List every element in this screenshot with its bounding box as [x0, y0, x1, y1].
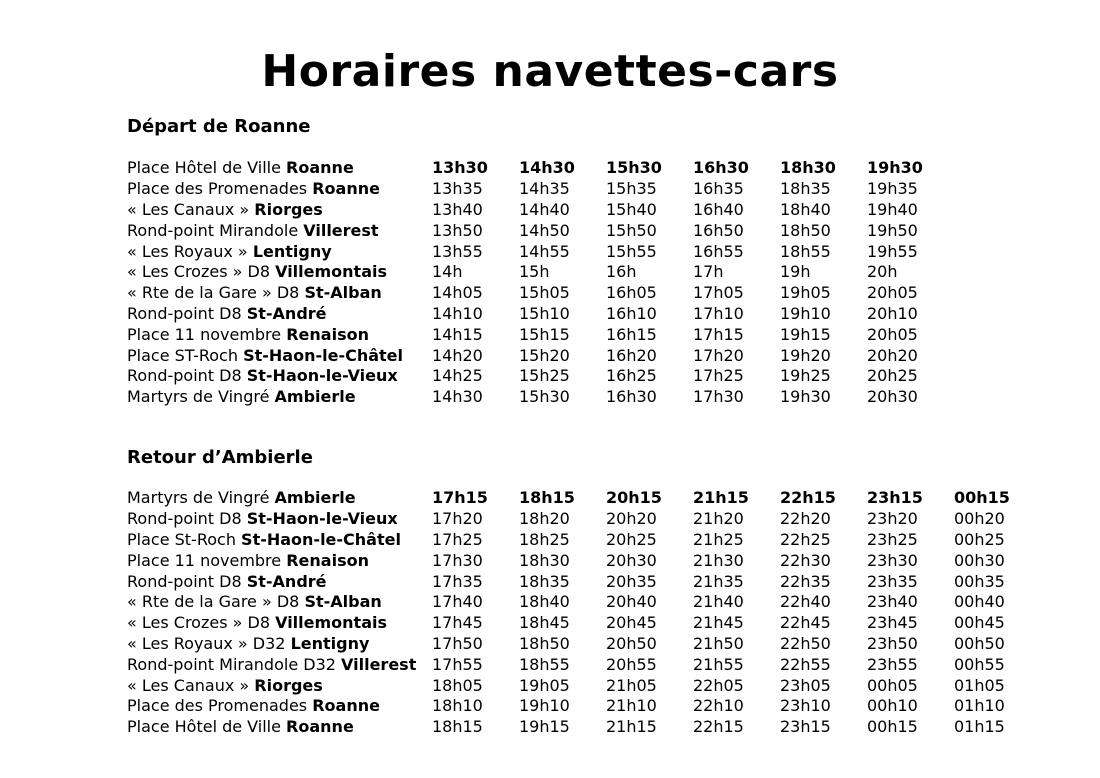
departure-time: 15h55	[606, 241, 657, 261]
departure-time: 17h20	[693, 345, 744, 365]
departure-time: 00h10	[867, 696, 918, 716]
departure-time: 23h05	[780, 675, 831, 695]
stop-cell	[127, 571, 432, 592]
departure-time: 21h10	[606, 696, 657, 716]
departure-time: 14h55	[519, 241, 570, 261]
stop-town: Lentigny	[252, 241, 332, 261]
stop-town: St-Haon-le-Vieux	[246, 509, 398, 529]
departure-time: 23h20	[867, 509, 918, 529]
departure-time: 16h	[606, 262, 637, 282]
departure-time: 18h15	[432, 717, 483, 737]
departure-time: 22h35	[780, 571, 831, 591]
departure-time: 23h50	[867, 633, 918, 653]
stop-town: Roanne	[312, 179, 380, 199]
stop-name: Place Hôtel de Ville	[127, 717, 287, 737]
schedule-row	[127, 387, 954, 408]
departure-time: 22h10	[693, 696, 744, 716]
departure-time: 19h15	[519, 717, 570, 737]
schedule-row	[127, 675, 1041, 696]
stop-name: « Les Canaux »	[127, 199, 255, 219]
departure-time: 20h	[867, 262, 898, 282]
departure-time: 17h35	[432, 571, 483, 591]
stop-cell	[127, 304, 432, 325]
departure-time: 15h20	[519, 345, 570, 365]
schedule-row	[127, 550, 1041, 571]
departure-time: 19h05	[519, 675, 570, 695]
stop-cell	[127, 613, 432, 634]
section-title-retour-ambierle: Retour d’Ambierle	[127, 447, 313, 468]
stop-town: Villerest	[341, 654, 417, 674]
stop-name: « Les Canaux »	[127, 675, 255, 695]
departure-time: 00h15	[867, 717, 918, 737]
departure-time: 15h35	[606, 179, 657, 199]
departure-time: 17h30	[693, 387, 744, 407]
stop-name: Place des Promenades	[127, 696, 313, 716]
departure-time: 23h15	[867, 488, 923, 508]
departure-time: 22h20	[780, 509, 831, 529]
stop-town: St-Alban	[304, 283, 382, 303]
departure-time: 15h05	[519, 283, 570, 303]
departure-time: 00h05	[867, 675, 918, 695]
departure-time: 18h15	[519, 488, 575, 508]
stop-cell	[127, 179, 432, 200]
stop-cell	[127, 550, 432, 571]
departure-time: 19h10	[780, 303, 831, 323]
departure-time: 01h10	[954, 696, 1005, 716]
departure-time: 14h40	[519, 199, 570, 219]
departure-time: 17h10	[693, 303, 744, 323]
departure-time: 17h30	[432, 550, 483, 570]
stop-town: Ambierle	[274, 387, 356, 407]
stop-name: « Les Crozes » D8	[127, 613, 276, 633]
stop-town: St-Alban	[304, 592, 382, 612]
departure-time: 18h40	[780, 199, 831, 219]
schedule-row	[127, 634, 1041, 655]
stop-town: St-André	[246, 571, 327, 591]
departure-time: 15h40	[606, 199, 657, 219]
departure-time: 13h35	[432, 179, 483, 199]
stop-name: Martyrs de Vingré	[127, 488, 275, 508]
departure-time: 16h30	[693, 158, 749, 178]
departure-time: 17h45	[432, 613, 483, 633]
departure-time: 18h35	[780, 179, 831, 199]
page-title: Horaires navettes-cars	[261, 46, 839, 97]
departure-time: 15h15	[519, 324, 570, 344]
departure-time: 19h40	[867, 199, 918, 219]
departure-time: 01h05	[954, 675, 1005, 695]
departure-time: 14h30	[519, 158, 575, 178]
departure-time: 20h20	[867, 345, 918, 365]
departure-time: 23h25	[867, 529, 918, 549]
section-title-depart-roanne: Départ de Roanne	[127, 116, 311, 137]
departure-time: 13h55	[432, 241, 483, 261]
departure-time: 17h55	[432, 654, 483, 674]
departure-time: 14h10	[432, 303, 483, 323]
departure-time: 23h45	[867, 613, 918, 633]
departure-time: 20h40	[606, 592, 657, 612]
stop-town: Villemontais	[275, 262, 388, 282]
departure-time: 15h	[519, 262, 550, 282]
departure-time: 00h55	[954, 654, 1005, 674]
departure-time: 15h25	[519, 366, 570, 386]
departure-time: 14h30	[432, 387, 483, 407]
departure-time: 00h30	[954, 550, 1005, 570]
departure-time: 13h40	[432, 199, 483, 219]
departure-time: 20h15	[606, 488, 662, 508]
stop-name: « Les Royaux »	[127, 241, 253, 261]
departure-time: 23h15	[780, 717, 831, 737]
stop-name: Place 11 novembre	[127, 324, 287, 344]
departure-time: 18h50	[519, 633, 570, 653]
departure-time: 13h30	[432, 158, 488, 178]
departure-time: 15h30	[606, 158, 662, 178]
departure-time: 21h35	[693, 571, 744, 591]
schedule-row	[127, 345, 954, 366]
departure-time: 19h30	[867, 158, 923, 178]
departure-time: 13h50	[432, 220, 483, 240]
departure-time: 15h30	[519, 387, 570, 407]
stop-name: « Rte de la Gare » D8	[127, 283, 305, 303]
departure-time: 21h50	[693, 633, 744, 653]
stop-cell	[127, 158, 432, 179]
departure-time: 18h40	[519, 592, 570, 612]
stop-town: Ambierle	[274, 488, 356, 508]
stop-cell	[127, 345, 432, 366]
stop-name: Place St-Roch	[127, 529, 242, 549]
schedule-row	[127, 241, 954, 262]
departure-time: 17h50	[432, 633, 483, 653]
schedule-row	[127, 654, 1041, 675]
stop-cell	[127, 592, 432, 613]
departure-time: 22h50	[780, 633, 831, 653]
departure-time: 20h35	[606, 571, 657, 591]
departure-time: 18h20	[519, 509, 570, 529]
departure-time: 16h15	[606, 324, 657, 344]
stop-name: « Les Royaux » D32	[127, 633, 291, 653]
departure-time: 16h10	[606, 303, 657, 323]
departure-time: 19h50	[867, 220, 918, 240]
schedule-row	[127, 366, 954, 387]
departure-time: 00h25	[954, 529, 1005, 549]
departure-time: 19h05	[780, 283, 831, 303]
departure-time: 14h20	[432, 345, 483, 365]
departure-time: 18h25	[519, 529, 570, 549]
departure-time: 20h30	[606, 550, 657, 570]
departure-time: 14h25	[432, 366, 483, 386]
schedule-row	[127, 220, 954, 241]
departure-time: 21h25	[693, 529, 744, 549]
departure-time: 00h45	[954, 613, 1005, 633]
departure-time: 16h05	[606, 283, 657, 303]
departure-time: 14h50	[519, 220, 570, 240]
departure-time: 21h45	[693, 613, 744, 633]
departure-time: 15h50	[606, 220, 657, 240]
stop-cell	[127, 509, 432, 530]
departure-time: 14h35	[519, 179, 570, 199]
stop-name: « Rte de la Gare » D8	[127, 592, 305, 612]
schedule-row	[127, 304, 954, 325]
departure-time: 20h10	[867, 303, 918, 323]
departure-time: 22h25	[780, 529, 831, 549]
stop-name: Place des Promenades	[127, 179, 313, 199]
schedule-row	[127, 283, 954, 304]
departure-time: 19h35	[867, 179, 918, 199]
stop-cell	[127, 654, 432, 675]
departure-time: 20h45	[606, 613, 657, 633]
departure-time: 18h50	[780, 220, 831, 240]
stop-town: Villemontais	[275, 613, 388, 633]
departure-time: 21h30	[693, 550, 744, 570]
departure-time: 22h15	[780, 488, 836, 508]
stop-name: Rond-point D8	[127, 366, 247, 386]
departure-time: 14h15	[432, 324, 483, 344]
stop-cell	[127, 387, 432, 408]
departure-time: 19h15	[780, 324, 831, 344]
departure-time: 20h25	[867, 366, 918, 386]
stop-cell	[127, 530, 432, 551]
departure-time: 18h05	[432, 675, 483, 695]
departure-time: 17h40	[432, 592, 483, 612]
stop-cell	[127, 283, 432, 304]
departure-time: 19h10	[519, 696, 570, 716]
stop-cell	[127, 675, 432, 696]
stop-cell	[127, 200, 432, 221]
schedule-row	[127, 179, 954, 200]
departure-time: 23h55	[867, 654, 918, 674]
departure-time: 20h25	[606, 529, 657, 549]
stop-town: Roanne	[286, 158, 354, 178]
schedule-row	[127, 592, 1041, 613]
stop-town: St-André	[246, 303, 327, 323]
departure-time: 00h15	[954, 488, 1010, 508]
departure-time: 23h35	[867, 571, 918, 591]
departure-time: 17h20	[432, 509, 483, 529]
schedule-table-retour-ambierle	[127, 488, 1041, 738]
departure-time: 20h05	[867, 324, 918, 344]
stop-cell	[127, 696, 432, 717]
departure-time: 20h05	[867, 283, 918, 303]
departure-time: 16h30	[606, 387, 657, 407]
departure-time: 21h05	[606, 675, 657, 695]
departure-time: 20h30	[867, 387, 918, 407]
departure-time: 23h10	[780, 696, 831, 716]
stop-town: Riorges	[254, 199, 323, 219]
departure-time: 17h25	[432, 529, 483, 549]
departure-time: 19h25	[780, 366, 831, 386]
schedule-row	[127, 613, 1041, 634]
schedule-row	[127, 509, 1041, 530]
stop-town: Lentigny	[290, 633, 370, 653]
stop-name: Rond-point D8	[127, 509, 247, 529]
departure-time: 17h15	[432, 488, 488, 508]
departure-time: 16h20	[606, 345, 657, 365]
departure-time: 20h20	[606, 509, 657, 529]
schedule-table-depart-roanne	[127, 158, 954, 408]
stop-name: Martyrs de Vingré	[127, 387, 275, 407]
stop-name: « Les Crozes » D8	[127, 262, 276, 282]
stop-cell	[127, 366, 432, 387]
stop-cell	[127, 488, 432, 509]
departure-time: 00h35	[954, 571, 1005, 591]
departure-time: 21h15	[606, 717, 657, 737]
stop-town: Riorges	[254, 675, 323, 695]
stop-name: Rond-point Mirandole D32	[127, 654, 342, 674]
departure-time: 16h35	[693, 179, 744, 199]
departure-time: 16h50	[693, 220, 744, 240]
stop-town: St-Haon-le-Châtel	[243, 345, 403, 365]
stop-town: St-Haon-le-Vieux	[246, 366, 398, 386]
departure-time: 16h40	[693, 199, 744, 219]
departure-time: 21h20	[693, 509, 744, 529]
departure-time: 16h25	[606, 366, 657, 386]
departure-time: 20h50	[606, 633, 657, 653]
departure-time: 22h30	[780, 550, 831, 570]
departure-time: 18h55	[780, 241, 831, 261]
departure-time: 19h20	[780, 345, 831, 365]
departure-time: 18h30	[780, 158, 836, 178]
schedule-row	[127, 717, 1041, 738]
schedule-row	[127, 571, 1041, 592]
stop-cell	[127, 220, 432, 241]
stop-town: Renaison	[286, 324, 369, 344]
departure-time: 21h15	[693, 488, 749, 508]
departure-time: 14h05	[432, 283, 483, 303]
departure-time: 01h15	[954, 717, 1005, 737]
departure-time: 00h40	[954, 592, 1005, 612]
stop-town: Roanne	[286, 717, 354, 737]
schedule-row	[127, 696, 1041, 717]
departure-time: 19h30	[780, 387, 831, 407]
stop-name: Place ST-Roch	[127, 345, 244, 365]
departure-time: 22h40	[780, 592, 831, 612]
departure-time: 18h55	[519, 654, 570, 674]
departure-time: 22h45	[780, 613, 831, 633]
schedule-row	[127, 324, 954, 345]
departure-time: 17h15	[693, 324, 744, 344]
stop-cell	[127, 634, 432, 655]
departure-time: 19h	[780, 262, 811, 282]
schedule-row	[127, 158, 954, 179]
departure-time: 15h10	[519, 303, 570, 323]
stop-town: Roanne	[312, 696, 380, 716]
departure-time: 17h	[693, 262, 724, 282]
departure-time: 22h55	[780, 654, 831, 674]
stop-name: Rond-point Mirandole	[127, 220, 304, 240]
departure-time: 21h55	[693, 654, 744, 674]
departure-time: 18h30	[519, 550, 570, 570]
stop-cell	[127, 717, 432, 738]
stop-cell	[127, 324, 432, 345]
schedule-row	[127, 200, 954, 221]
departure-time: 00h50	[954, 633, 1005, 653]
departure-time: 16h55	[693, 241, 744, 261]
stop-town: Villerest	[303, 220, 379, 240]
stop-name: Rond-point D8	[127, 303, 247, 323]
departure-time: 21h40	[693, 592, 744, 612]
departure-time: 14h	[432, 262, 463, 282]
departure-time: 17h25	[693, 366, 744, 386]
departure-time: 22h05	[693, 675, 744, 695]
departure-time: 00h20	[954, 509, 1005, 529]
departure-time: 19h55	[867, 241, 918, 261]
stop-name: Place Hôtel de Ville	[127, 158, 287, 178]
departure-time: 18h45	[519, 613, 570, 633]
departure-time: 18h10	[432, 696, 483, 716]
departure-time: 22h15	[693, 717, 744, 737]
stop-town: Renaison	[286, 550, 369, 570]
stop-name: Place 11 novembre	[127, 550, 287, 570]
departure-time: 23h40	[867, 592, 918, 612]
departure-time: 17h05	[693, 283, 744, 303]
stop-town: St-Haon-le-Châtel	[241, 529, 401, 549]
departure-time: 23h30	[867, 550, 918, 570]
stop-cell	[127, 241, 432, 262]
schedule-row	[127, 530, 1041, 551]
departure-time: 18h35	[519, 571, 570, 591]
departure-time: 20h55	[606, 654, 657, 674]
schedule-row	[127, 262, 954, 283]
stop-cell	[127, 262, 432, 283]
schedule-row	[127, 488, 1041, 509]
stop-name: Rond-point D8	[127, 571, 247, 591]
